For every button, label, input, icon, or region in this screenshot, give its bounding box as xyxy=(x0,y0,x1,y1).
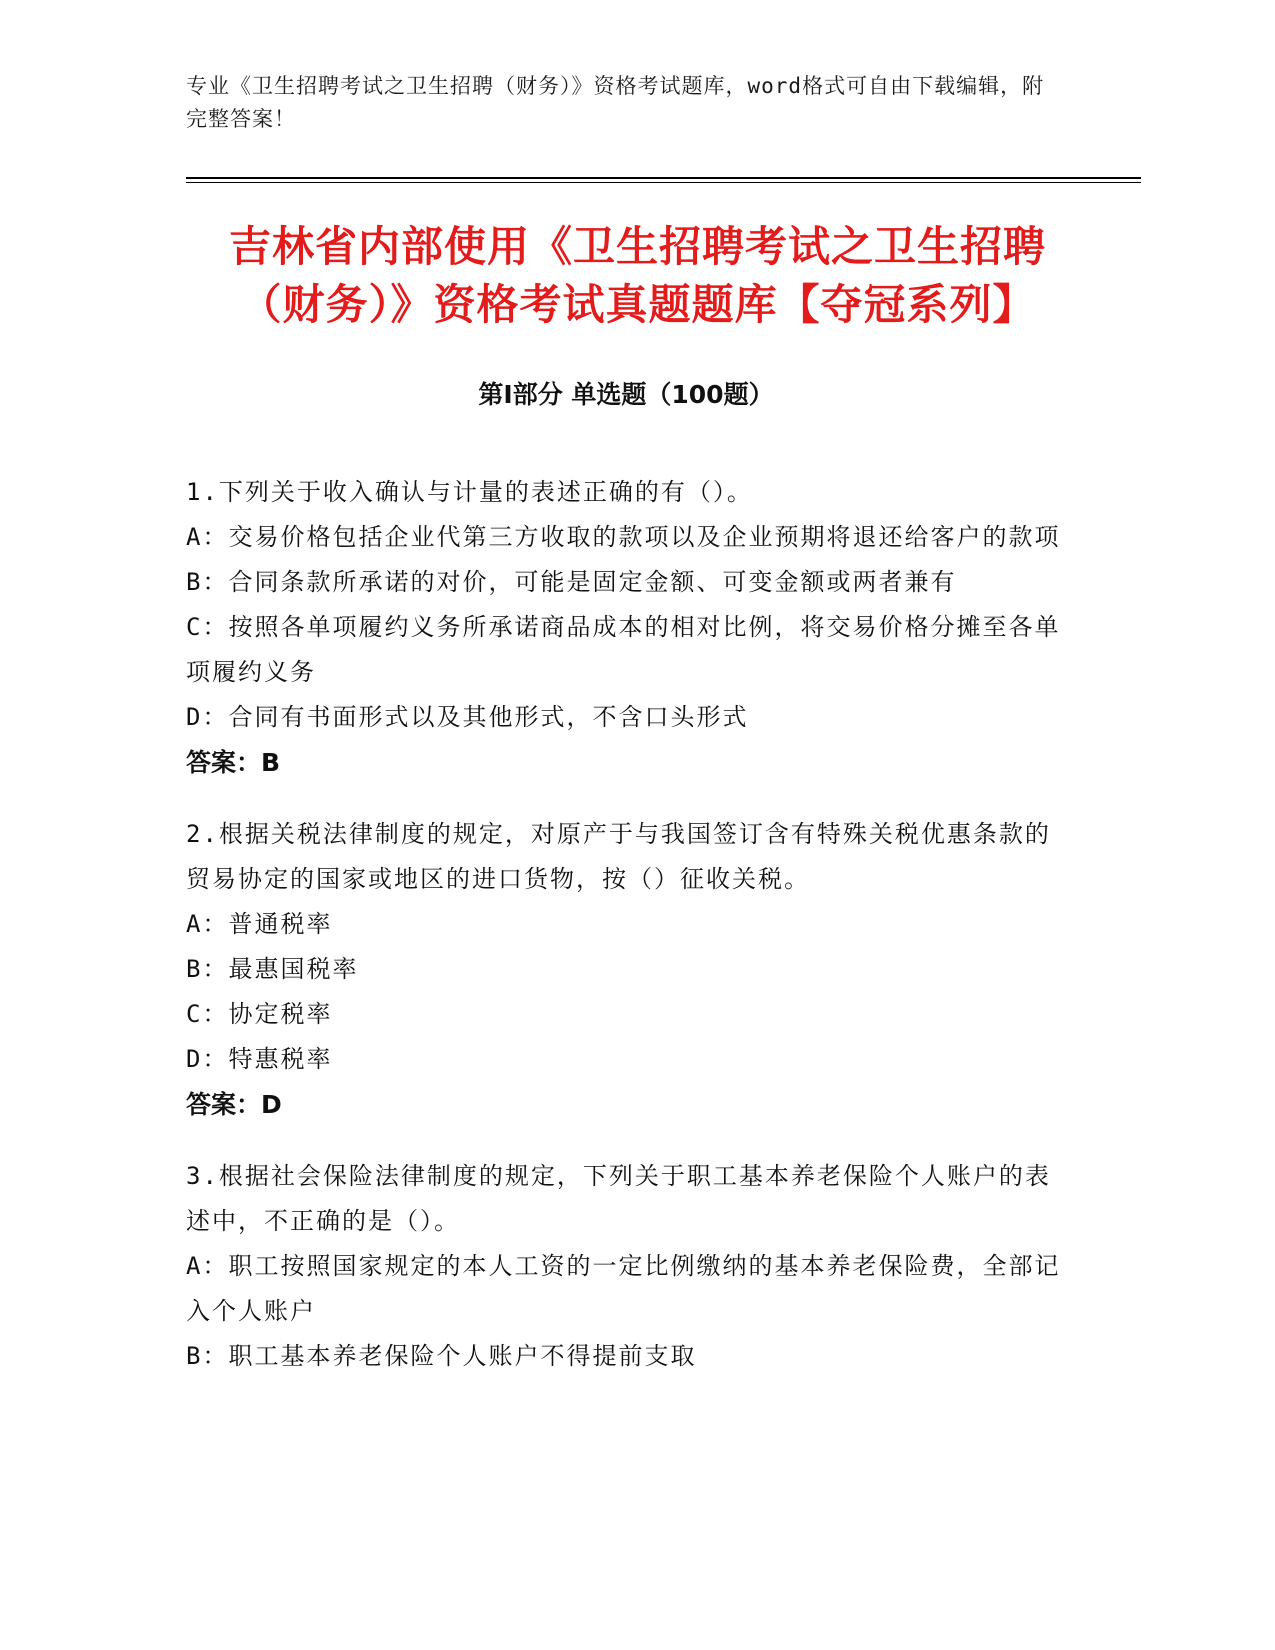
answer: 答案：B xyxy=(186,748,281,777)
question-stem: 1.下列关于收入确认与计量的表述正确的有（）。 xyxy=(186,478,753,506)
answer: 答案：D xyxy=(186,1090,282,1119)
option-b: B：合同条款所承诺的对价，可能是固定金额、可变金额或两者兼有 xyxy=(186,568,957,596)
header-divider-thick xyxy=(186,177,1141,179)
option-b: B：职工基本养老保险个人账户不得提前支取 xyxy=(186,1342,697,1370)
title-line-2: （财务）》资格考试真题题库【夺冠系列】 xyxy=(239,280,1036,329)
header-note: 专业《卫生招聘考试之卫生招聘（财务）》资格考试题库，word格式可自由下载编辑，附完整答案！ xyxy=(186,74,1045,131)
document-title xyxy=(150,218,1125,334)
option-d: D：合同有书面形式以及其他形式，不含口头形式 xyxy=(186,703,749,731)
option-d: D：特惠税率 xyxy=(186,1045,333,1073)
option-a: A：职工按照国家规定的本人工资的一定比例缴纳的基本养老保险费，全部记入个人账户 xyxy=(186,1252,1061,1325)
section-title: 第Ⅰ部分 单选题（100题） xyxy=(478,380,774,409)
question-1 xyxy=(186,470,1066,785)
question-list xyxy=(186,470,1066,1406)
option-c: C：按照各单项履约义务所承诺商品成本的相对比例，将交易价格分摊至各单项履约义务 xyxy=(186,613,1061,686)
option-c: C：协定税率 xyxy=(186,1000,333,1028)
header-divider-thin xyxy=(186,182,1141,183)
option-b: B：最惠国税率 xyxy=(186,955,359,983)
question-stem: 2.根据关税法律制度的规定，对原产于与我国签订含有特殊关税优惠条款的贸易协定的国家或地区的进口货物，按（）征收关税。 xyxy=(186,820,1051,893)
question-2 xyxy=(186,812,1066,1127)
question-stem: 3.根据社会保险法律制度的规定，下列关于职工基本养老保险个人账户的表述中，不正确的是（）。 xyxy=(186,1162,1051,1235)
question-3 xyxy=(186,1154,1066,1379)
option-a: A：普通税率 xyxy=(186,910,333,938)
option-a: A：交易价格包括企业代第三方收取的款项以及企业预期将退还给客户的款项 xyxy=(186,523,1061,551)
title-line-1: 吉林省内部使用《卫生招聘考试之卫生招聘 xyxy=(228,222,1046,271)
